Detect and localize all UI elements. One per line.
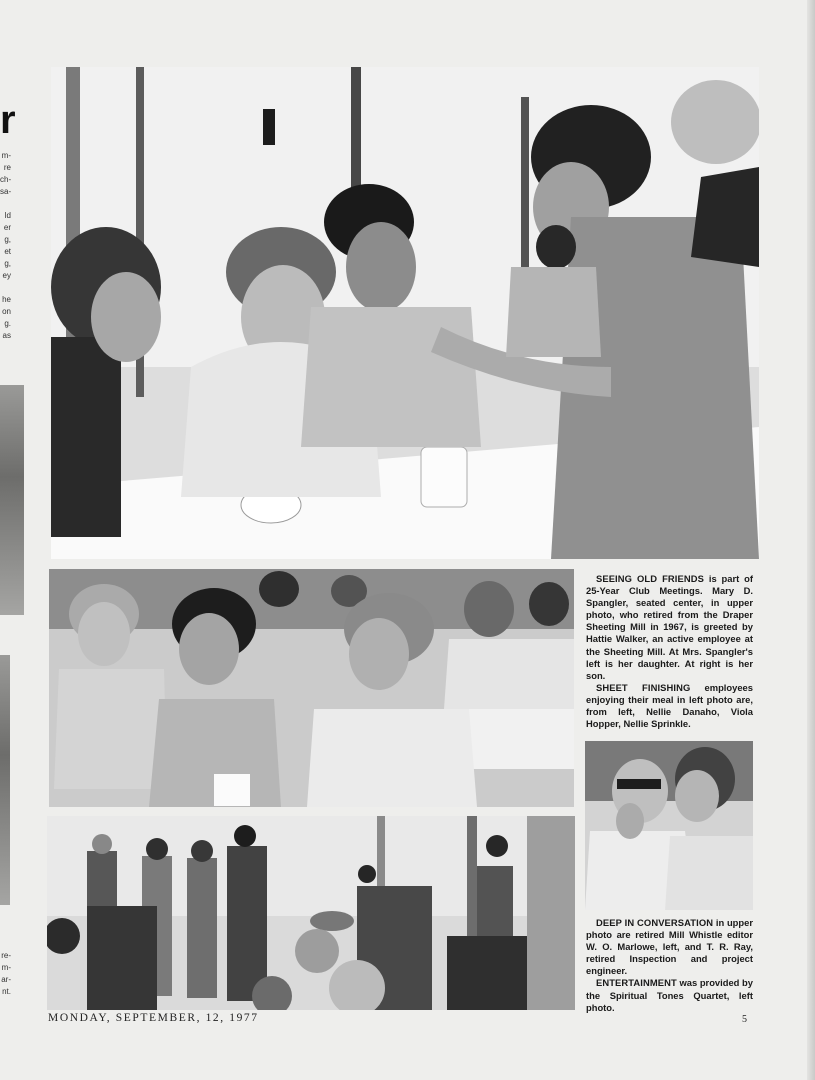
facing-page-text-fragment: as [2, 331, 11, 340]
facing-page-text-fragment [0, 282, 11, 294]
facing-page-text-fragments-lower [0, 950, 11, 998]
facing-page-text-fragment: sa- [0, 187, 11, 196]
facing-page-text-fragment: g, [4, 259, 11, 268]
page-edge-shadow [807, 0, 815, 1080]
facing-page-text-fragment: et [4, 247, 11, 256]
facing-page-photo-fragment-lower [0, 655, 10, 905]
caption-lead-seeing-old-friends: SEEING OLD FRIENDS [596, 573, 704, 584]
photo-deep-in-conversation [585, 741, 753, 910]
page-number: 5 [742, 1014, 747, 1025]
footer-issue-date: MONDAY, SEPTEMBER, 12, 1977 [48, 1012, 259, 1024]
photo-handshake-greeting [51, 67, 759, 559]
facing-page-text-fragment: m- [1, 963, 11, 972]
facing-page-text-fragment: re [3, 163, 11, 172]
facing-page-text-fragment: ch- [0, 175, 11, 184]
facing-page-text-fragment: ey [2, 271, 11, 280]
facing-page-text-fragment: nt. [2, 987, 11, 996]
facing-page-text-fragment [0, 198, 11, 210]
caption-body-sheet-finishing: employees enjoying their meal in left photo are, from left, Nellie Danaho, Viola Hopper, Nellie Sprinkle. [586, 681, 753, 730]
facing-page-headline-fragment: r [0, 98, 16, 142]
photo-spiritual-tones-quartet [47, 816, 575, 1010]
facing-page-text-fragment: g. [4, 319, 11, 328]
caption-deep-in-conversation [586, 917, 753, 1014]
facing-page-text-fragment: he [2, 295, 11, 304]
facing-page-text-fragments-upper [0, 150, 11, 342]
facing-page-text-fragment: ar- [1, 975, 11, 984]
facing-page-text-fragment: re- [1, 951, 11, 960]
caption-lead-entertainment: ENTERTAINMENT [596, 977, 677, 989]
facing-page-text-fragment: er [3, 223, 11, 232]
caption-body-deep-in-conversation: in upper photo are retired Mill Whistle editor W. O. Marlowe, left, and T. R. Ray, retired Inspection and project engineer. [586, 917, 753, 977]
facing-page-photo-fragment [0, 385, 24, 615]
caption-lead-sheet-finishing: SHEET FINISHING [596, 681, 691, 693]
facing-page-text-fragment: g, [4, 235, 11, 244]
facing-page-text-fragment: on [2, 307, 11, 316]
caption-body-entertainment: was provided by the Spiritual Tones Quartet, left photo. [586, 977, 753, 1013]
caption-lead-deep-in-conversation: DEEP IN CONVERSATION [596, 917, 714, 928]
facing-page-text-fragment: ld [4, 211, 11, 220]
caption-body-seeing-old-friends: is part of 25-Year Club Meetings. Mary D. Spangler, seated center, in upper photo, who retired from the Draper Sheeting Mill in 1967, is greeted by Hattie Walker, an active employee at the Sheeting Mill. At Mrs. Spangler's left is her daughter. At right is her son. [586, 573, 753, 681]
caption-seeing-old-friends [586, 573, 753, 730]
facing-page-text-fragment: m- [1, 151, 11, 160]
photo-sheet-finishing-employees [49, 569, 574, 807]
